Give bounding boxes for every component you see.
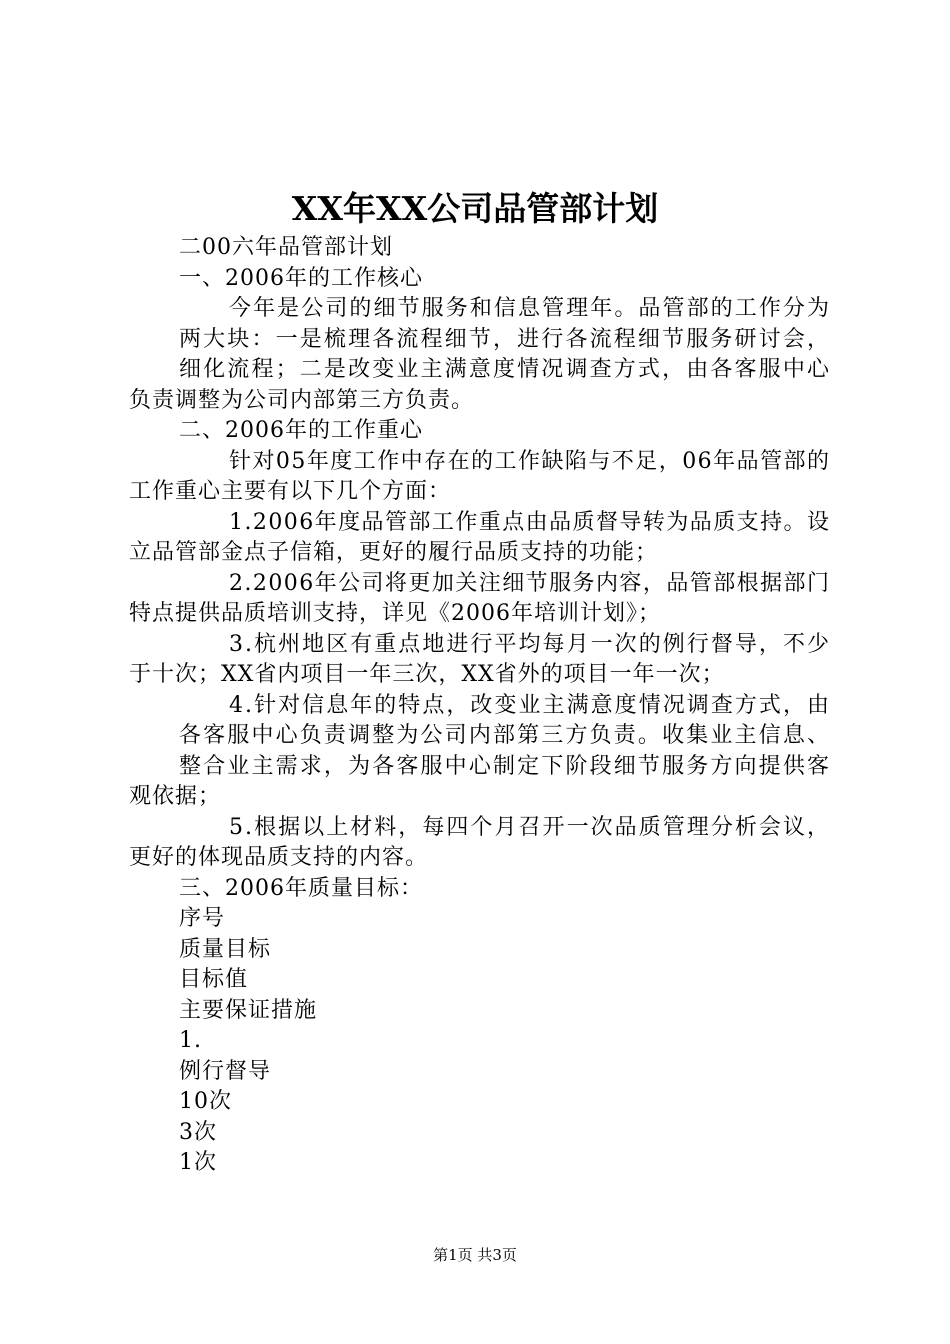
paragraph-line: 今年是公司的细节服务和信息管理年。品管部的工作分为 xyxy=(229,296,832,321)
paragraph xyxy=(129,447,829,508)
paragraph xyxy=(129,874,829,905)
paragraph-line: 4.针对信息年的特点，改变业主满意度情况调查方式，由 xyxy=(229,692,832,718)
paragraph-line: 主要保证措施 xyxy=(179,997,318,1023)
paragraph-line: 工作重心主要有以下几个方面： xyxy=(129,479,452,504)
paragraph xyxy=(129,630,832,691)
paragraph xyxy=(129,1118,829,1149)
paragraph xyxy=(129,264,829,295)
paragraph xyxy=(129,996,829,1027)
paragraph-line: 更好的体现品质支持的内容。 xyxy=(129,845,429,870)
paragraph-line: 1次 xyxy=(179,1150,217,1175)
paragraph xyxy=(129,233,829,264)
paragraph xyxy=(129,508,829,569)
paragraph xyxy=(129,416,829,447)
paragraph xyxy=(129,965,829,996)
paragraph xyxy=(129,904,829,935)
paragraph-line: 目标值 xyxy=(179,967,249,992)
document-body xyxy=(129,233,832,1179)
paragraph-line: 1. xyxy=(179,1028,202,1053)
paragraph xyxy=(129,813,832,874)
paragraph-line: 二00六年品管部计划 xyxy=(179,235,393,260)
paragraph-line: 负责调整为公司内部第三方负责。 xyxy=(129,387,475,413)
paragraph xyxy=(129,1148,829,1179)
paragraph xyxy=(129,1026,829,1057)
paragraph-line: 一、2006年的工作核心 xyxy=(179,265,423,291)
page-footer: 第1页 共3页 xyxy=(433,1246,517,1264)
paragraph xyxy=(129,294,832,416)
paragraph-line: 序号 xyxy=(179,906,226,931)
document-title: XX年XX公司品管部计划 xyxy=(291,189,659,228)
paragraph-line: 三、2006年质量目标： xyxy=(179,875,423,901)
paragraph-line: 2.2006年公司将更加关注细节服务内容，品管部根据部门 xyxy=(229,570,831,596)
paragraph-line: 质量目标 xyxy=(179,936,272,962)
paragraph xyxy=(129,1057,829,1088)
paragraph-line: 1.2006年度品管部工作重点由品质督导转为品质支持。设 xyxy=(229,509,831,535)
paragraph-line: 于十次；XX省内项目一年三次，XX省外的项目一年一次； xyxy=(129,662,725,687)
paragraph xyxy=(129,1087,829,1118)
paragraph-line: 立品管部金点子信箱，更好的履行品质支持的功能； xyxy=(129,540,659,565)
paragraph-line: 针对05年度工作中存在的工作缺陷与不足，06年品管部的 xyxy=(229,448,831,474)
paragraph-line: 细化流程；二是改变业主满意度情况调查方式，由各客服中心 xyxy=(179,357,832,382)
paragraph-line: 例行督导 xyxy=(179,1058,272,1084)
paragraph-line: 各客服中心负责调整为公司内部第三方负责。收集业主信息、 xyxy=(179,723,832,748)
paragraph-line: 特点提供品质培训支持，详见《2006年培训计划》； xyxy=(129,601,661,626)
paragraph-line: 3.杭州地区有重点地进行平均每月一次的例行督导，不少 xyxy=(229,631,832,657)
paragraph-line: 5.根据以上材料，每四个月召开一次品质管理分析会议， xyxy=(229,814,832,840)
paragraph xyxy=(129,691,832,813)
paragraph-line: 二、2006年的工作重心 xyxy=(179,418,423,443)
paragraph xyxy=(129,569,829,630)
paragraph-line: 3次 xyxy=(179,1119,217,1145)
paragraph xyxy=(129,935,829,966)
paragraph-line: 10次 xyxy=(179,1089,232,1114)
paragraph-line: 两大块：一是梳理各流程细节，进行各流程细节服务研讨会， xyxy=(179,326,832,352)
paragraph-line: 观依据； xyxy=(129,784,222,809)
paragraph-line: 整合业主需求，为各客服中心制定下阶段细节服务方向提供客 xyxy=(179,753,832,779)
